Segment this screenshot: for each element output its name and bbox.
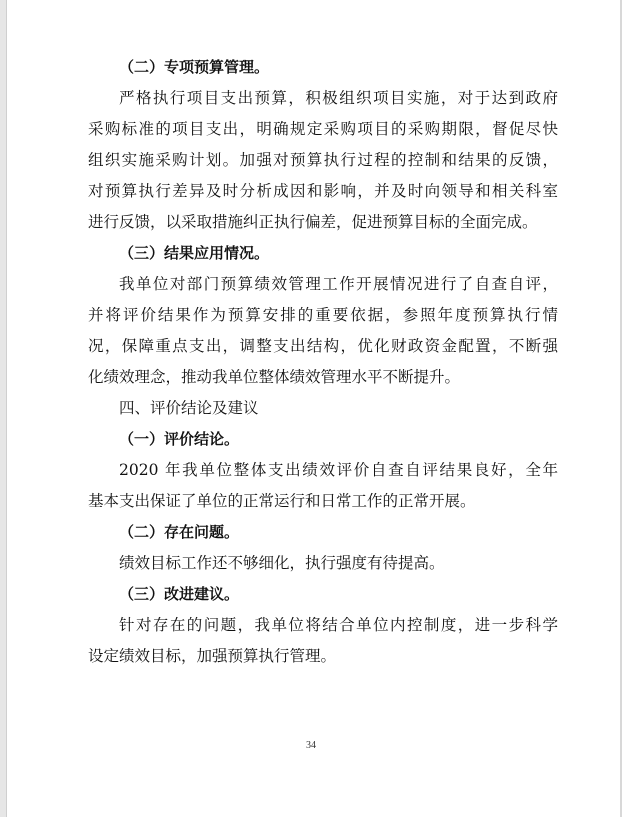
section-heading-conclusion: （一）评价结论。	[119, 430, 240, 448]
paragraph-line: 组织实施采购计划。加强对预算执行过程的控制和结果的反馈，	[88, 151, 558, 169]
page-left-edge	[0, 0, 7, 817]
section-heading-special-budget: （二）专项预算管理。	[119, 58, 270, 76]
section-heading-problems: （二）存在问题。	[119, 523, 240, 541]
paragraph-line: 对预算执行差异及时分析成因和影响，并及时向领导和相关科室	[88, 182, 558, 200]
page-number: 34	[306, 740, 316, 751]
section-heading-results: （三）结果应用情况。	[119, 244, 270, 262]
paragraph-line: 化绩效理念，推动我单位整体绩效管理水平不断提升。	[88, 368, 461, 386]
body-text	[88, 52, 558, 672]
paragraph-line: 2020 年我单位整体支出绩效评价自查自评结果良好，全年	[119, 461, 558, 479]
chapter-heading: 四、评价结论及建议	[119, 399, 259, 417]
paragraph-line: 设定绩效目标，加强预算执行管理。	[88, 647, 337, 665]
paragraph-line: 针对存在的问题，我单位将结合单位内控制度，进一步科学	[119, 616, 558, 634]
paragraph-line: 并将评价结果作为预算安排的重要依据，参照年度预算执行情	[88, 306, 558, 324]
paragraph-line: 严格执行项目支出预算，积极组织项目实施，对于达到政府	[119, 89, 558, 107]
paragraph-line: 采购标准的项目支出，明确规定采购项目的采购期限，督促尽快	[88, 120, 558, 138]
paragraph-line: 进行反馈，以采取措施纠正执行偏差，促进预算目标的全面完成。	[88, 213, 538, 231]
paragraph-line: 基本支出保证了单位的正常运行和日常工作的正常开展。	[88, 492, 476, 510]
paragraph-line: 况，保障重点支出，调整支出结构，优化财政资金配置，不断强	[88, 337, 558, 355]
paragraph-line: 绩效目标工作还不够细化，执行强度有待提高。	[119, 554, 445, 572]
paragraph-line: 我单位对部门预算绩效管理工作开展情况进行了自查自评，	[119, 275, 558, 293]
section-heading-suggestions: （三）改进建议。	[119, 585, 240, 603]
